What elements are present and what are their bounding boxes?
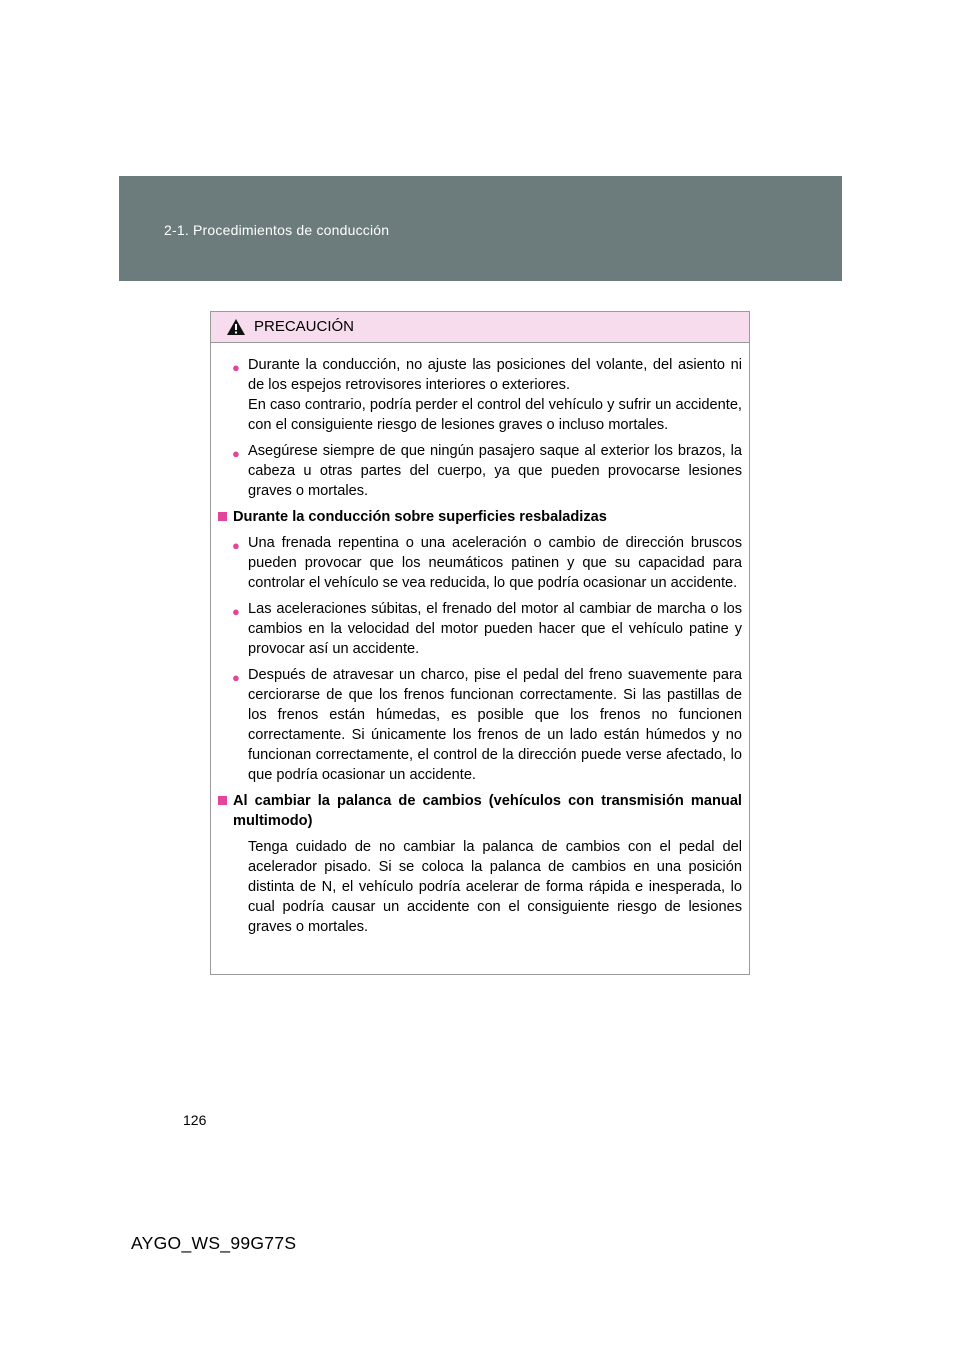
caution-section-heading: Durante la conducción sobre superficies resbaladizas	[218, 507, 742, 527]
header-band	[119, 176, 842, 281]
bullet-dot-icon: ●	[232, 538, 240, 553]
bullet-dot-icon: ●	[232, 604, 240, 619]
caution-body	[211, 343, 749, 937]
warning-triangle-icon	[226, 318, 246, 336]
page-number: 126	[183, 1112, 207, 1128]
caution-bullet: ● Las aceleraciones súbitas, el frenado del motor al cambiar de marcha o los cambios en la velocidad del motor pueden hacer que el vehículo patine y provocar así un accidente.	[232, 601, 742, 657]
caution-section-heading: Al cambiar la palanca de cambios (vehículos con transmisión manual multimodo)	[218, 791, 742, 831]
caution-paragraph: Tenga cuidado de no cambiar la palanca de cambios con el pedal del acelerador pisado. Si se coloca la palanca de cambios en una posición distinta de N, el vehículo podría acelerar de forma rápida e inesperada, lo cual podría causar un accidente con el consiguiente riesgo de lesiones graves o mortales.	[248, 839, 742, 935]
caution-box	[210, 311, 750, 975]
caution-bullet: ● Durante la conducción, no ajuste las posiciones del volante, del asiento ni de los espejos retrovisores interiores o exteriores. En caso contrario, podría perder el control del vehículo y sufrir un accidente, con el consiguiente riesgo de lesiones graves o incluso mortales.	[232, 357, 742, 433]
caution-bullet: ● Después de atravesar un charco, pise el pedal del freno suavemente para cerciorarse de que los frenos funcionan correctamente. Si las pastillas de los frenos están húmedas, es posible que los frenos no funcionen correctamente. Si únicamente los frenos de un lado están húmedos y no funcionan correctamente, el control de la dirección puede verse afectado, lo que podría ocasionar un accidente.	[232, 667, 742, 783]
square-bullet-icon	[218, 796, 227, 805]
square-bullet-icon	[218, 512, 227, 521]
caution-bullet: ● Asegúrese siempre de que ningún pasajero saque al exterior los brazos, la cabeza u otras partes del cuerpo, ya que pueden provocarse lesiones graves o mortales.	[232, 443, 742, 499]
bullet-dot-icon: ●	[232, 670, 240, 685]
bullet-dot-icon: ●	[232, 360, 240, 375]
caution-bullet: ● Una frenada repentina o una aceleración o cambio de dirección bruscos pueden provocar que los neumáticos patinen y que su capacidad para controlar el vehículo se vea reducida, lo que podría ocasionar un accidente.	[232, 535, 742, 591]
caution-title: PRECAUCIÓN	[254, 318, 355, 335]
caution-header	[211, 312, 749, 343]
section-heading: 2-1. Procedimientos de conducción	[164, 222, 390, 238]
bullet-dot-icon: ●	[232, 446, 240, 461]
document-code: AYGO_WS_99G77S	[131, 1233, 297, 1253]
